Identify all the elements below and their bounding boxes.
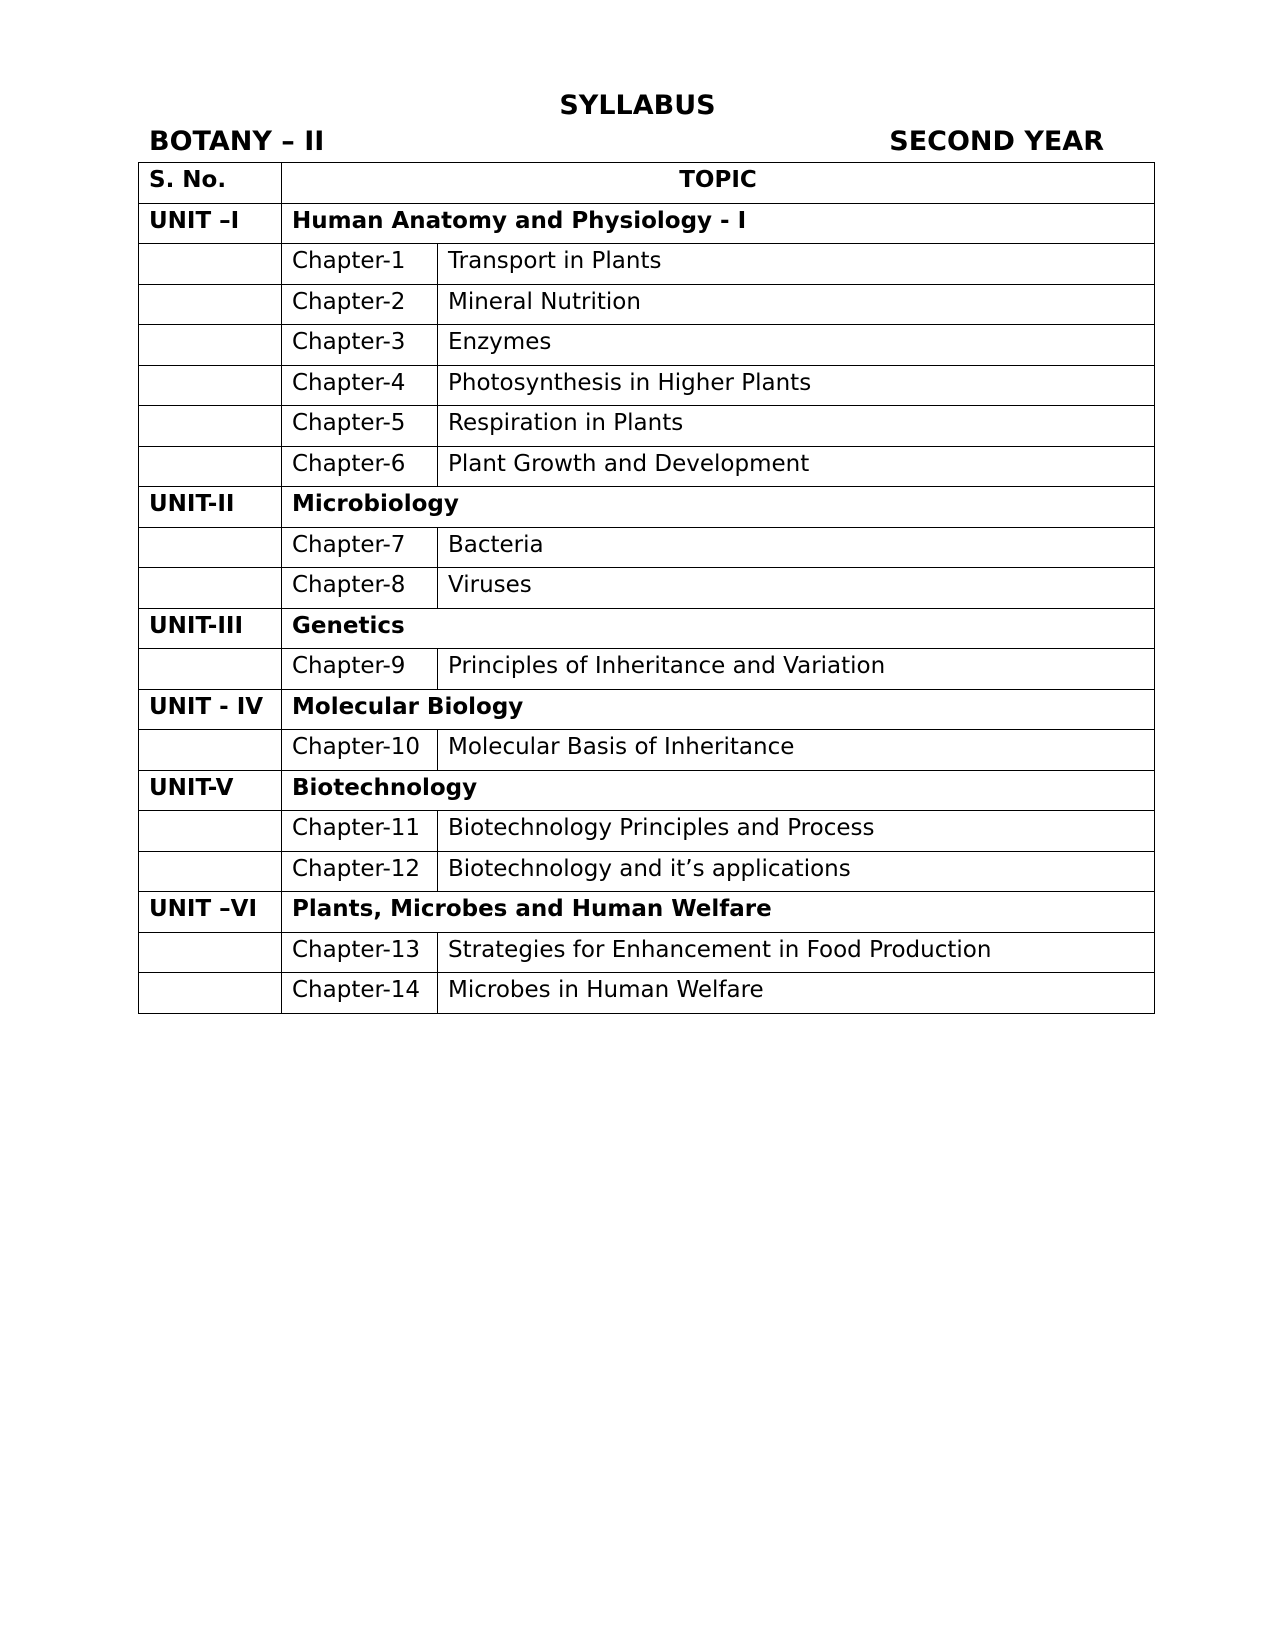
- unit-row: [139, 487, 1155, 528]
- unit-row: [139, 608, 1155, 649]
- chapter-label: Chapter-10: [282, 730, 438, 771]
- unit-label: UNIT-II: [139, 487, 282, 528]
- unit-name: Genetics: [282, 608, 1155, 649]
- chapter-label: Chapter-7: [282, 527, 438, 568]
- subject-heading: BOTANY – II: [149, 126, 325, 157]
- chapter-topic: Respiration in Plants: [438, 406, 1155, 447]
- sno-header: S. No.: [139, 163, 282, 204]
- unit-name: Microbiology: [282, 487, 1155, 528]
- empty-cell: [139, 244, 282, 285]
- syllabus-table: [138, 162, 1155, 1014]
- chapter-topic: Viruses: [438, 568, 1155, 609]
- syllabus-table-body: [139, 163, 1155, 1014]
- chapter-label: Chapter-6: [282, 446, 438, 487]
- chapter-topic: Transport in Plants: [438, 244, 1155, 285]
- empty-cell: [139, 446, 282, 487]
- empty-cell: [139, 730, 282, 771]
- table-header-row: [139, 163, 1155, 204]
- chapter-label: Chapter-14: [282, 973, 438, 1014]
- chapter-label: Chapter-8: [282, 568, 438, 609]
- unit-row: [139, 892, 1155, 933]
- chapter-topic: Microbes in Human Welfare: [438, 973, 1155, 1014]
- chapter-row: [139, 446, 1155, 487]
- empty-cell: [139, 325, 282, 366]
- empty-cell: [139, 406, 282, 447]
- chapter-row: [139, 568, 1155, 609]
- unit-name: Biotechnology: [282, 770, 1155, 811]
- chapter-topic: Photosynthesis in Higher Plants: [438, 365, 1155, 406]
- chapter-row: [139, 851, 1155, 892]
- empty-cell: [139, 649, 282, 690]
- chapter-topic: Principles of Inheritance and Variation: [438, 649, 1155, 690]
- unit-label: UNIT-V: [139, 770, 282, 811]
- chapter-topic: Biotechnology and it’s applications: [438, 851, 1155, 892]
- chapter-row: [139, 973, 1155, 1014]
- chapter-label: Chapter-9: [282, 649, 438, 690]
- chapter-topic: Bacteria: [438, 527, 1155, 568]
- chapter-label: Chapter-4: [282, 365, 438, 406]
- chapter-topic: Strategies for Enhancement in Food Production: [438, 932, 1155, 973]
- unit-name: Human Anatomy and Physiology - I: [282, 203, 1155, 244]
- chapter-row: [139, 284, 1155, 325]
- chapter-topic: Plant Growth and Development: [438, 446, 1155, 487]
- unit-label: UNIT-III: [139, 608, 282, 649]
- chapter-topic: Mineral Nutrition: [438, 284, 1155, 325]
- page-title: SYLLABUS: [559, 90, 716, 121]
- chapter-topic: Molecular Basis of Inheritance: [438, 730, 1155, 771]
- empty-cell: [139, 568, 282, 609]
- unit-row: [139, 770, 1155, 811]
- chapter-topic: Enzymes: [438, 325, 1155, 366]
- unit-label: UNIT - IV: [139, 689, 282, 730]
- unit-label: UNIT –I: [139, 203, 282, 244]
- chapter-row: [139, 811, 1155, 852]
- chapter-row: [139, 527, 1155, 568]
- chapter-row: [139, 406, 1155, 447]
- empty-cell: [139, 284, 282, 325]
- empty-cell: [139, 365, 282, 406]
- chapter-label: Chapter-5: [282, 406, 438, 447]
- chapter-label: Chapter-12: [282, 851, 438, 892]
- chapter-row: [139, 649, 1155, 690]
- chapter-label: Chapter-1: [282, 244, 438, 285]
- unit-row: [139, 689, 1155, 730]
- topic-header: TOPIC: [282, 163, 1155, 204]
- empty-cell: [139, 851, 282, 892]
- chapter-row: [139, 325, 1155, 366]
- chapter-label: Chapter-2: [282, 284, 438, 325]
- unit-label: UNIT –VI: [139, 892, 282, 933]
- unit-name: Molecular Biology: [282, 689, 1155, 730]
- empty-cell: [139, 811, 282, 852]
- chapter-row: [139, 244, 1155, 285]
- year-heading: SECOND YEAR: [889, 126, 1104, 157]
- chapter-row: [139, 365, 1155, 406]
- empty-cell: [139, 932, 282, 973]
- chapter-row: [139, 932, 1155, 973]
- chapter-label: Chapter-3: [282, 325, 438, 366]
- chapter-label: Chapter-11: [282, 811, 438, 852]
- chapter-label: Chapter-13: [282, 932, 438, 973]
- unit-row: [139, 203, 1155, 244]
- chapter-row: [139, 730, 1155, 771]
- unit-name: Plants, Microbes and Human Welfare: [282, 892, 1155, 933]
- empty-cell: [139, 973, 282, 1014]
- chapter-topic: Biotechnology Principles and Process: [438, 811, 1155, 852]
- empty-cell: [139, 527, 282, 568]
